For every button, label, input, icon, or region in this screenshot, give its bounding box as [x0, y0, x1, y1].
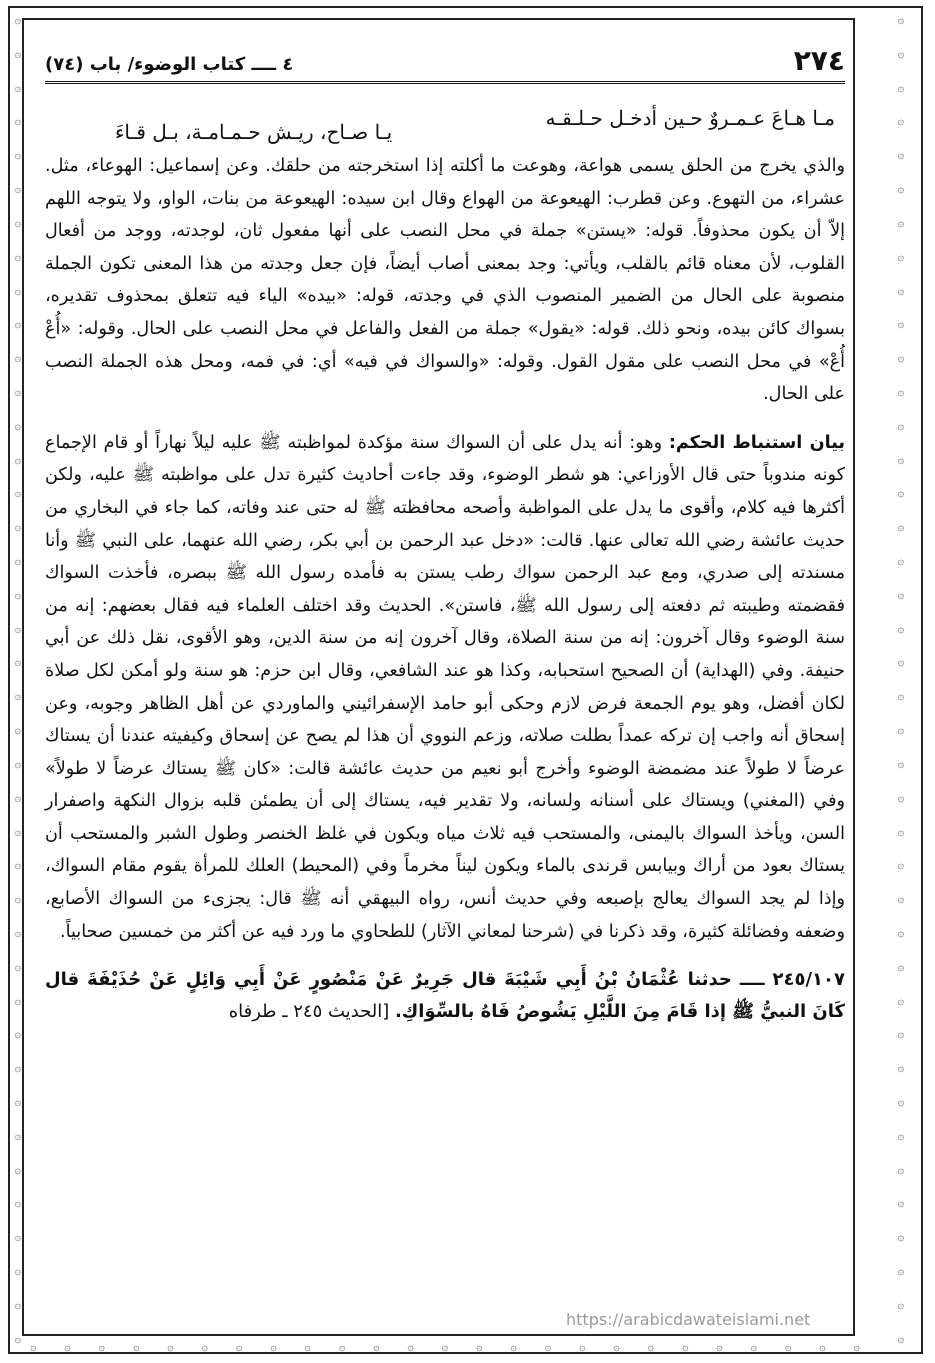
- commentary-paragraph-2: [45, 427, 845, 949]
- hadith-number: ٢٤٥/١٠٧ ــــ: [739, 969, 845, 991]
- hadith-reference: [الحديث ٢٤٥ ـ طرفاه: [228, 1001, 395, 1023]
- hadith-text: حدثنا عُثْمَانُ بْنُ أَبِي شَيْبَةَ قال جَرِيرٌ عَنْ مَنْصُورٍ عَنْ أَبِي وَائِلٍ عَنْ حُذَيْفَةَ قال كَانَ النبيُّ ﷺ إذا قَامَ مِنَ اللَّيْلِ يَشُوصُ فَاهُ بالسِّوَاكِ.: [45, 969, 845, 1023]
- left-ornament-border: ۞ ۞ ۞ ۞ ۞ ۞ ۞ ۞ ۞ ۞ ۞ ۞ ۞ ۞ ۞ ۞ ۞ ۞ ۞ ۞ ۞ ۞ ۞ ۞ ۞ ۞ ۞ ۞ ۞ ۞ ۞ ۞ ۞ ۞ ۞ ۞ ۞ ۞ ۞ ۞: [14, 13, 22, 1345]
- running-head: ٤ ــــ كتاب الوضوء/ باب (٧٤): [45, 54, 294, 75]
- verse-second-hemistich: يـا صـاح، ريـش حـمـامـة، بـل قـاءَ: [115, 120, 393, 144]
- verse-first-hemistich: مـا هـاعَ عـمـروٌ حـين أدخـل حـلـقـه: [545, 106, 835, 130]
- hadith-entry: [45, 964, 845, 1028]
- right-ornament-border: ۞ ۞ ۞ ۞ ۞ ۞ ۞ ۞ ۞ ۞ ۞ ۞ ۞ ۞ ۞ ۞ ۞ ۞ ۞ ۞ ۞ ۞ ۞ ۞ ۞ ۞ ۞ ۞ ۞ ۞ ۞ ۞ ۞ ۞ ۞ ۞ ۞ ۞ ۞ ۞: [897, 13, 905, 1345]
- commentary-paragraph-1: والذي يخرج من الحلق يسمى هواعة، وهوعت ما أكلته إذا استخرجته من حلقك. وعن إسماعيل: الهوعاء، مثل. عشراء، من التهوع. وعن قطرب: الهيعوعة من الهواع وقال ابن سيده: الهيعوعة من بنات، الواو، ولا يتوجه اللهم إلاّ أن يكون محذوفاً. قوله: «يستن» جملة في محل النصب على أنها مفعول ثان، لوجدته، ووجد من أفعال القلوب، لأن معناه قائم بالقلب، ويأتي: وجد بمعنى أصاب أيضاً، فإن جعل وجدته من هذا المعنى تكون الجملة منصوبة على الحال من الضمير المنصوب الذي في وجدته، قوله: «بيده» الياء فيه تتعلق بمحذوف تقديره، بسواك كائن بيده، ونحو ذلك. قوله: «يقول» جملة من الفعل والفاعل في محل النصب على الحال. وقوله: «أُعْ أُعْ» في محل النصب على مقول القول. وقوله: «والسواك في فيه» أي: في فمه، ومحل هذه الجملة النصب على الحال.: [45, 156, 845, 405]
- page-content: [45, 44, 845, 1028]
- section-label: بيان استنباط الحكم:: [668, 432, 845, 453]
- watermark-url: https://arabicdawateislami.net: [566, 1310, 811, 1329]
- page-header: [45, 44, 845, 84]
- page-number: ٢٧٤: [793, 44, 845, 77]
- section-text: وهو: أنه يدل على أن السواك سنة مؤكدة لمواظبته ﷺ عليه ليلاً نهاراً أو قام الإجماع كونه مندوباً حتى قال الأوزاعي: هو شطر الوضوء، وقد جاءت أحاديث كثيرة تدل على مواظبته ﷺ عليه، ولكن أكثرها فيه كلام، وأقوى ما يدل على المواظبة وأصحه محافظته ﷺ له حتى عند وفاته، كما جاء في البخاري من حديث عائشة رضي الله تعالى عنها. قالت: «دخل عبد الرحمن بن أبي بكر، رضي الله عنهما، على النبي ﷺ وأنا مسندته إلى صدري، ومع عبد الرحمن سواك رطب يستن به فأمده رسول الله ﷺ ببصره، فأخذت السواك فقضمته وطيبته ثم دفعته إلى رسول الله ﷺ، فاستن». الحديث وقد اختلف العلماء فيه فقال بعضهم: إنه من سنة الوضوء وقال آخرون: إنه من سنة الصلاة، وقال آخرون إنه من سنة الدين، وهو الأقوى، نقل ذلك عن أبي حنيفة. وفي (الهداية) أن الصحيح استحبابه، وكذا هو عند الشافعي، وقال ابن حزم: هو سنة ولو أمكن لكل صلاة لكان أفضل، وهو يوم الجمعة فرض لازم وحكى أبو حامد الإسفرائيني والماوردي عن أهل الظاهر وجوبه، وعن إسحاق أنه واجب إن تركه عمداً بطلت صلاته، وزعم النووي أن هذا لم يصح عن إسحاق وكيفيته عندنا أن يستاك عرضاً لا طولاً عند مضمضة الوضوء وأخرج أبو نعيم من حديث عائشة قالت: «كان ﷺ يستاك عرضاً لا طولاً» وفي (المغني) ويستاك على أسنانه ولسانه، ولا تقدير فيه، يستاك إلى أن يطمئن قلبه بزوال النكهة واصفرار السن، ويأخذ السواك باليمنى، والمستحب فيه ثلاث مياه ويكون في غلظ الخنصر وطول الشبر والمستحب أن يستاك بعود من أراك وبيابس قرندى بالماء ويكون ليناً مخرماً وفي (المحيط) العلك للمرأة يقوم مقام السواك، وإذا لم يجد السواك يعالج بإصبعه وفي حديث أنس، رواه البيهقي أنه ﷺ قال: يجزىء من السواك الأصابع، وضعفه وفضائلة كثيرة، وقد ذكرنا في (شرحنا لمعاني الآثار) للطحاوي ما ورد فيه عن أكثر من خمسين صحابياً.: [45, 432, 845, 942]
- poetry-verse: [115, 106, 835, 144]
- bottom-ornament-border: ۞ ۞ ۞ ۞ ۞ ۞ ۞ ۞ ۞ ۞ ۞ ۞ ۞ ۞ ۞ ۞ ۞ ۞ ۞ ۞ ۞ ۞ ۞ ۞ ۞: [30, 1339, 860, 1353]
